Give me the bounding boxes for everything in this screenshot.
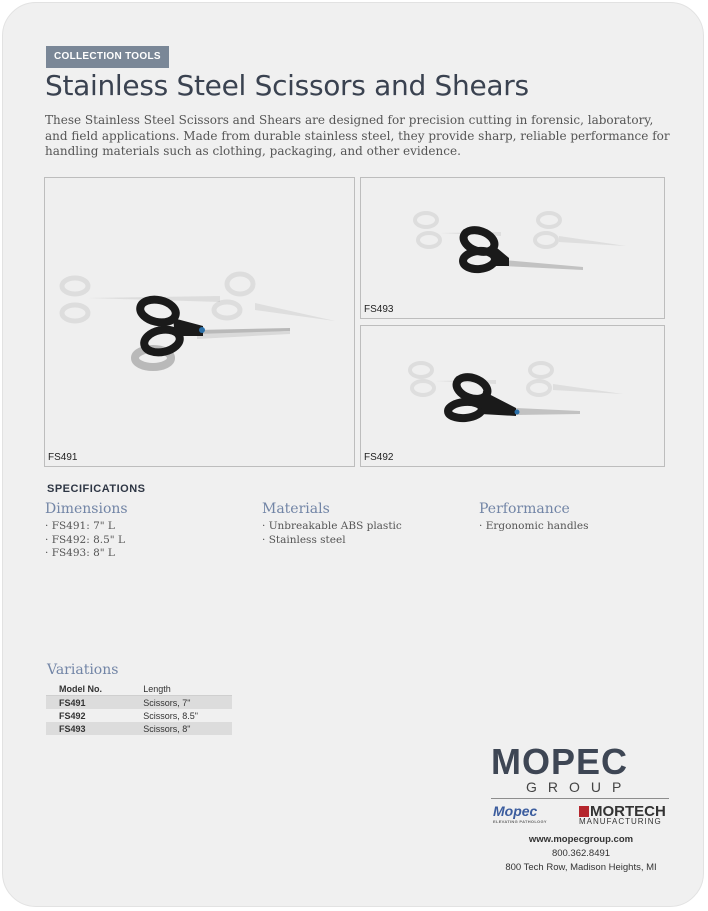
address: 800 Tech Row, Madison Heights, MI [505, 862, 657, 873]
phone-number: 800.362.8491 [551, 848, 611, 859]
length-cell: Scissors, 7" [130, 696, 232, 710]
performance-list [479, 520, 589, 534]
performance-column [479, 501, 589, 534]
logo-brand: MOPEC [491, 741, 629, 782]
variations-heading: Variations [47, 662, 119, 678]
performance-title: Performance [479, 501, 570, 517]
dimensions-title: Dimensions [45, 501, 128, 517]
variations-table [46, 682, 232, 735]
photo-code: FS491 [48, 452, 78, 463]
list-item: · FS491: 7" L [45, 520, 128, 534]
list-item: · FS492: 8.5" L [45, 534, 128, 548]
model-cell: FS492 [59, 710, 86, 721]
list-item: · Stainless steel [262, 534, 402, 548]
sub-brand-mopec: Mopec [493, 803, 538, 819]
mortech-sub-logo [579, 803, 666, 826]
category-tag: COLLECTION TOOLS [46, 46, 169, 68]
materials-title: Materials [262, 501, 330, 517]
logo-group: GROUP [526, 779, 633, 795]
length-cell: Scissors, 8.5" [143, 710, 198, 721]
sub-brand-mopec-tag: ELEVATING PATHOLOGY [493, 819, 547, 824]
dimensions-list [45, 520, 128, 561]
dimensions-column [45, 501, 128, 561]
length-cell: Scissors, 8" [130, 722, 232, 735]
specifications-heading: SPECIFICATIONS [47, 483, 146, 495]
page-title: Stainless Steel Scissors and Shears [45, 69, 529, 102]
list-item: · Unbreakable ABS plastic [262, 520, 402, 534]
table-row [46, 696, 232, 710]
scissors-image [361, 178, 664, 318]
model-cell: FS491 [46, 696, 130, 710]
list-item: · Ergonomic handles [479, 520, 589, 534]
scissors-image [361, 326, 664, 466]
contact-block [491, 833, 671, 875]
sub-brand-mortech-tag: MANUFACTURING [579, 817, 662, 826]
materials-column [262, 501, 402, 547]
model-cell: FS493 [46, 722, 130, 735]
table-header-row [46, 682, 232, 696]
logo-divider [491, 798, 669, 799]
list-item: · FS493: 8" L [45, 547, 128, 561]
product-photo-fs491 [44, 177, 355, 467]
table-row [46, 722, 232, 735]
website-link[interactable]: www.mopecgroup.com [528, 834, 634, 845]
table-row [46, 709, 232, 722]
photo-code: FS493 [364, 304, 394, 315]
column-header-length: Length [130, 682, 232, 696]
product-photo-fs492 [360, 325, 665, 467]
mopec-sub-logo [493, 803, 547, 824]
intro-paragraph: These Stainless Steel Scissors and Shears are designed for precision cutting in forensic, laboratory, and field applications. Made from durable stainless steel, they provide sharp, reliable performance for handling materials such as clothing, packaging, and other evidence. [45, 113, 670, 158]
sub-brand-mortech: MORTECH [590, 803, 666, 820]
mortech-mark-icon [579, 806, 589, 817]
column-header-model: Model No. [46, 682, 130, 696]
scissors-image [45, 178, 354, 466]
product-photo-fs493 [360, 177, 665, 319]
materials-list [262, 520, 402, 547]
document-page [2, 2, 704, 907]
photo-code: FS492 [364, 452, 394, 463]
